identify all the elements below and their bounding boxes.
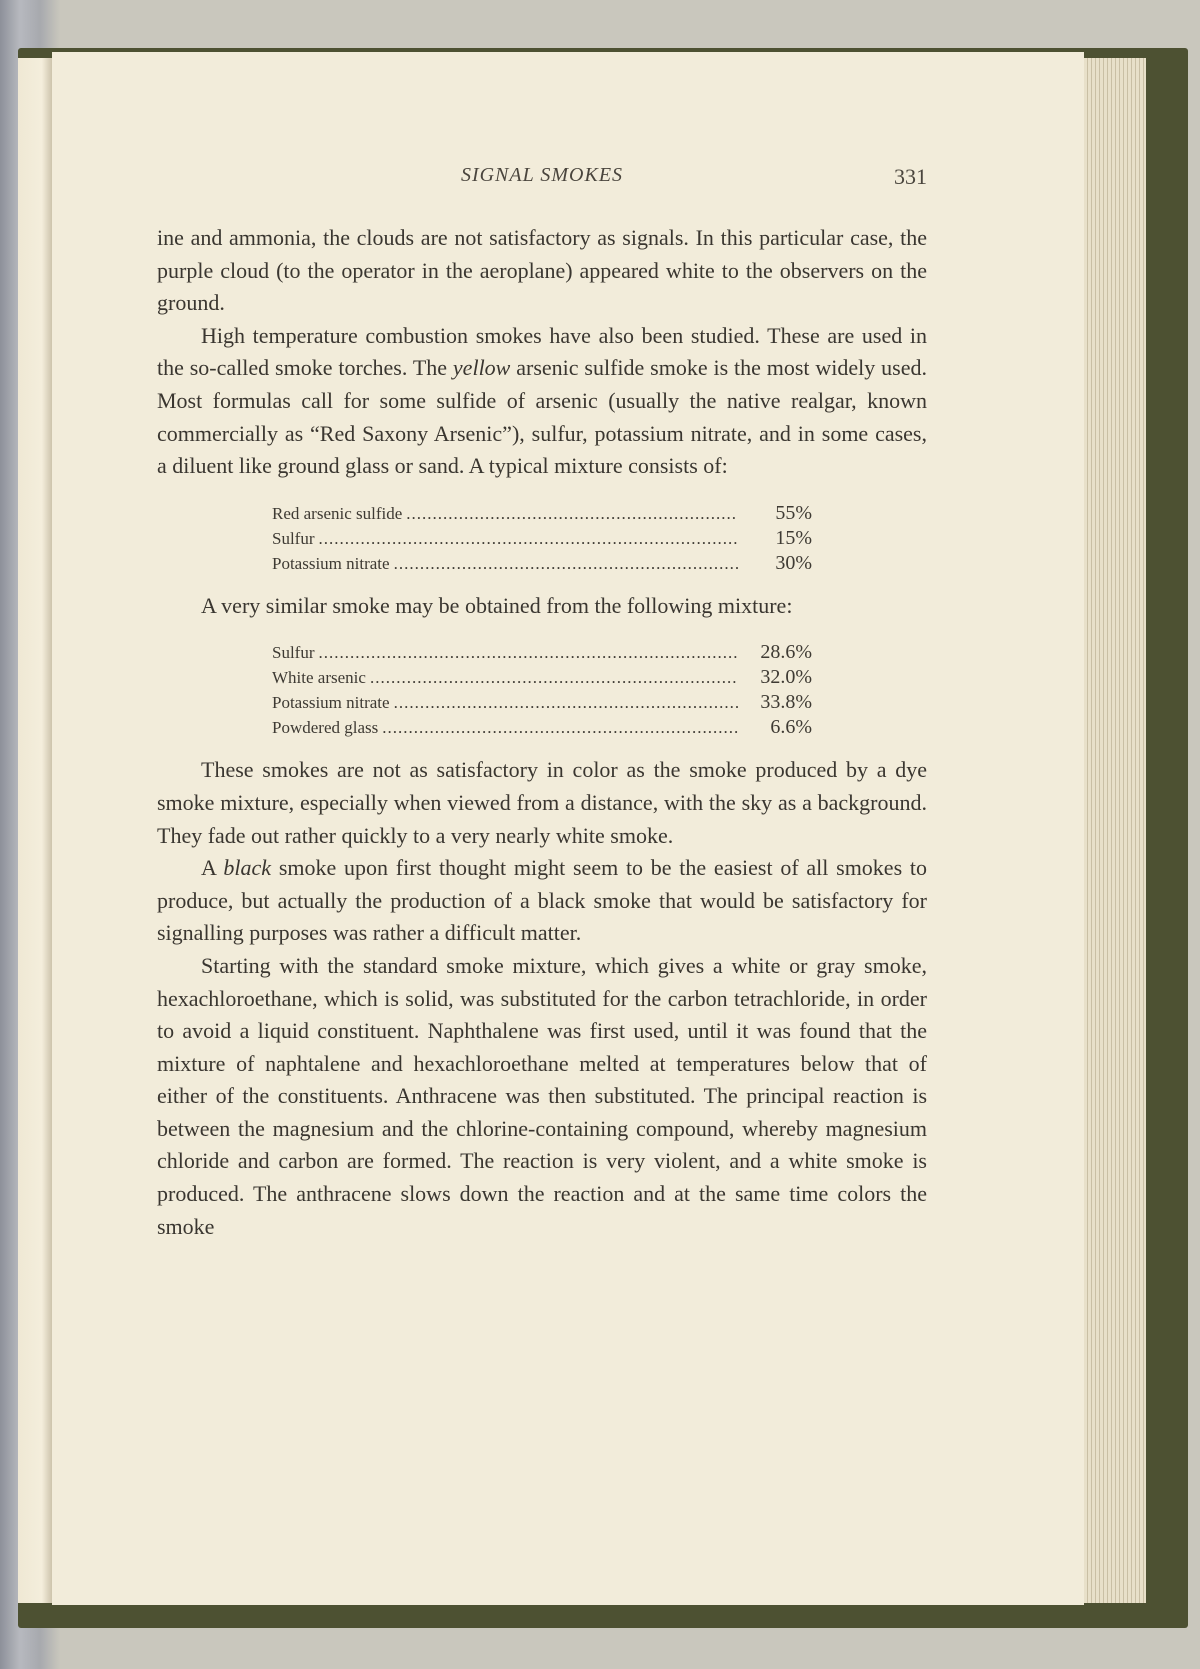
dot-leader	[406, 502, 738, 526]
paragraph-5-emphasis: black	[223, 855, 272, 881]
component-name: Potassium nitrate	[272, 553, 390, 573]
dot-leader	[394, 691, 738, 715]
component-percentage: 33.8%	[760, 691, 812, 714]
component-percentage: 15%	[775, 526, 812, 549]
paragraph-2-emphasis: yellow	[452, 355, 511, 381]
component-percentage: 30%	[775, 551, 812, 574]
dot-leader	[382, 716, 738, 740]
component-name: Red arsenic sulfide	[272, 503, 403, 523]
paragraph-2-text-b: arsenic sulfide smoke is the most widely used. Most formulas call for some sulfide of arsenic (usually the native realgar, known commercially as “Red Saxony Arsenic”), sulfur, potassium nitrate, and in some cases, a diluent like ground glass or sand. A typical mixture consists of:	[157, 355, 927, 479]
mixture-row	[272, 526, 812, 551]
mixture-table-2	[272, 640, 812, 740]
mixture-row	[272, 640, 812, 665]
mixture-row	[272, 501, 812, 526]
component-percentage: 55%	[775, 501, 812, 524]
page-header	[157, 164, 927, 194]
component-name: White arsenic	[272, 668, 366, 688]
mixture-table-1	[272, 501, 812, 576]
paragraph-5-text-a: A	[201, 855, 224, 881]
page-number: 331	[894, 164, 927, 189]
component-percentage: 28.6%	[760, 641, 812, 664]
component-percentage: 32.0%	[760, 666, 812, 689]
page-body	[157, 222, 927, 1243]
dot-leader	[394, 552, 738, 576]
paragraph-1: ine and ammonia, the clouds are not satisfactory as signals. In this particular case, the purple cloud (to the operator in the aeroplane) appeared white to the observers on the ground.	[157, 225, 927, 316]
mixture-row	[272, 690, 812, 715]
paragraph-4: These smokes are not as satisfactory in color as the smoke produced by a dye smoke mixture, especially when viewed from a distance, with the sky as a background. They fade out rather quickly to a very nearly white smoke.	[157, 757, 927, 848]
component-name: Powdered glass	[272, 718, 379, 738]
running-title: SIGNAL SMOKES	[460, 164, 624, 186]
paragraph-2	[157, 320, 927, 483]
page-stack-edge	[1080, 58, 1146, 1603]
dot-leader	[319, 527, 739, 551]
dot-leader	[319, 641, 739, 665]
paragraph-3: A very similar smoke may be obtained from the following mixture:	[201, 592, 793, 618]
paragraph-6: Starting with the standard smoke mixture, which gives a white or gray smoke, hexachloroethane, which is solid, was substituted for the carbon tetrachloride, in order to avoid a liquid constituent. Naphthalene was first used, until it was found that the mixture of naphtalene and hexachloroethane melted at temperatures below that of either of the constituents. Anthracene was then substituted. The principal reaction is between the magnesium and the chlorine-containing compound, whereby magnesium chloride and carbon are formed. The reaction is very violent, and a white smoke is produced. The anthracene slows down the reaction and at the same time colors the smoke	[157, 952, 927, 1239]
paragraph-2-text-a: High temperature combustion smokes have also been studied. These are used in the so-called smoke torches. The	[157, 322, 927, 381]
component-name: Sulfur	[272, 643, 315, 663]
paragraph-5-text-b: smoke upon first thought might seem to be the easiest of all smokes to produce, but actually the production of a black smoke that would be satisfactory for signalling purposes was rather a difficult matter.	[157, 855, 927, 946]
component-percentage: 6.6%	[770, 716, 812, 739]
mixture-row	[272, 551, 812, 576]
mixture-row	[272, 665, 812, 690]
component-name: Sulfur	[272, 528, 315, 548]
mixture-row	[272, 715, 812, 740]
dot-leader	[370, 666, 738, 690]
component-name: Potassium nitrate	[272, 693, 390, 713]
paragraph-5	[157, 852, 927, 950]
left-page-edge	[18, 58, 52, 1603]
